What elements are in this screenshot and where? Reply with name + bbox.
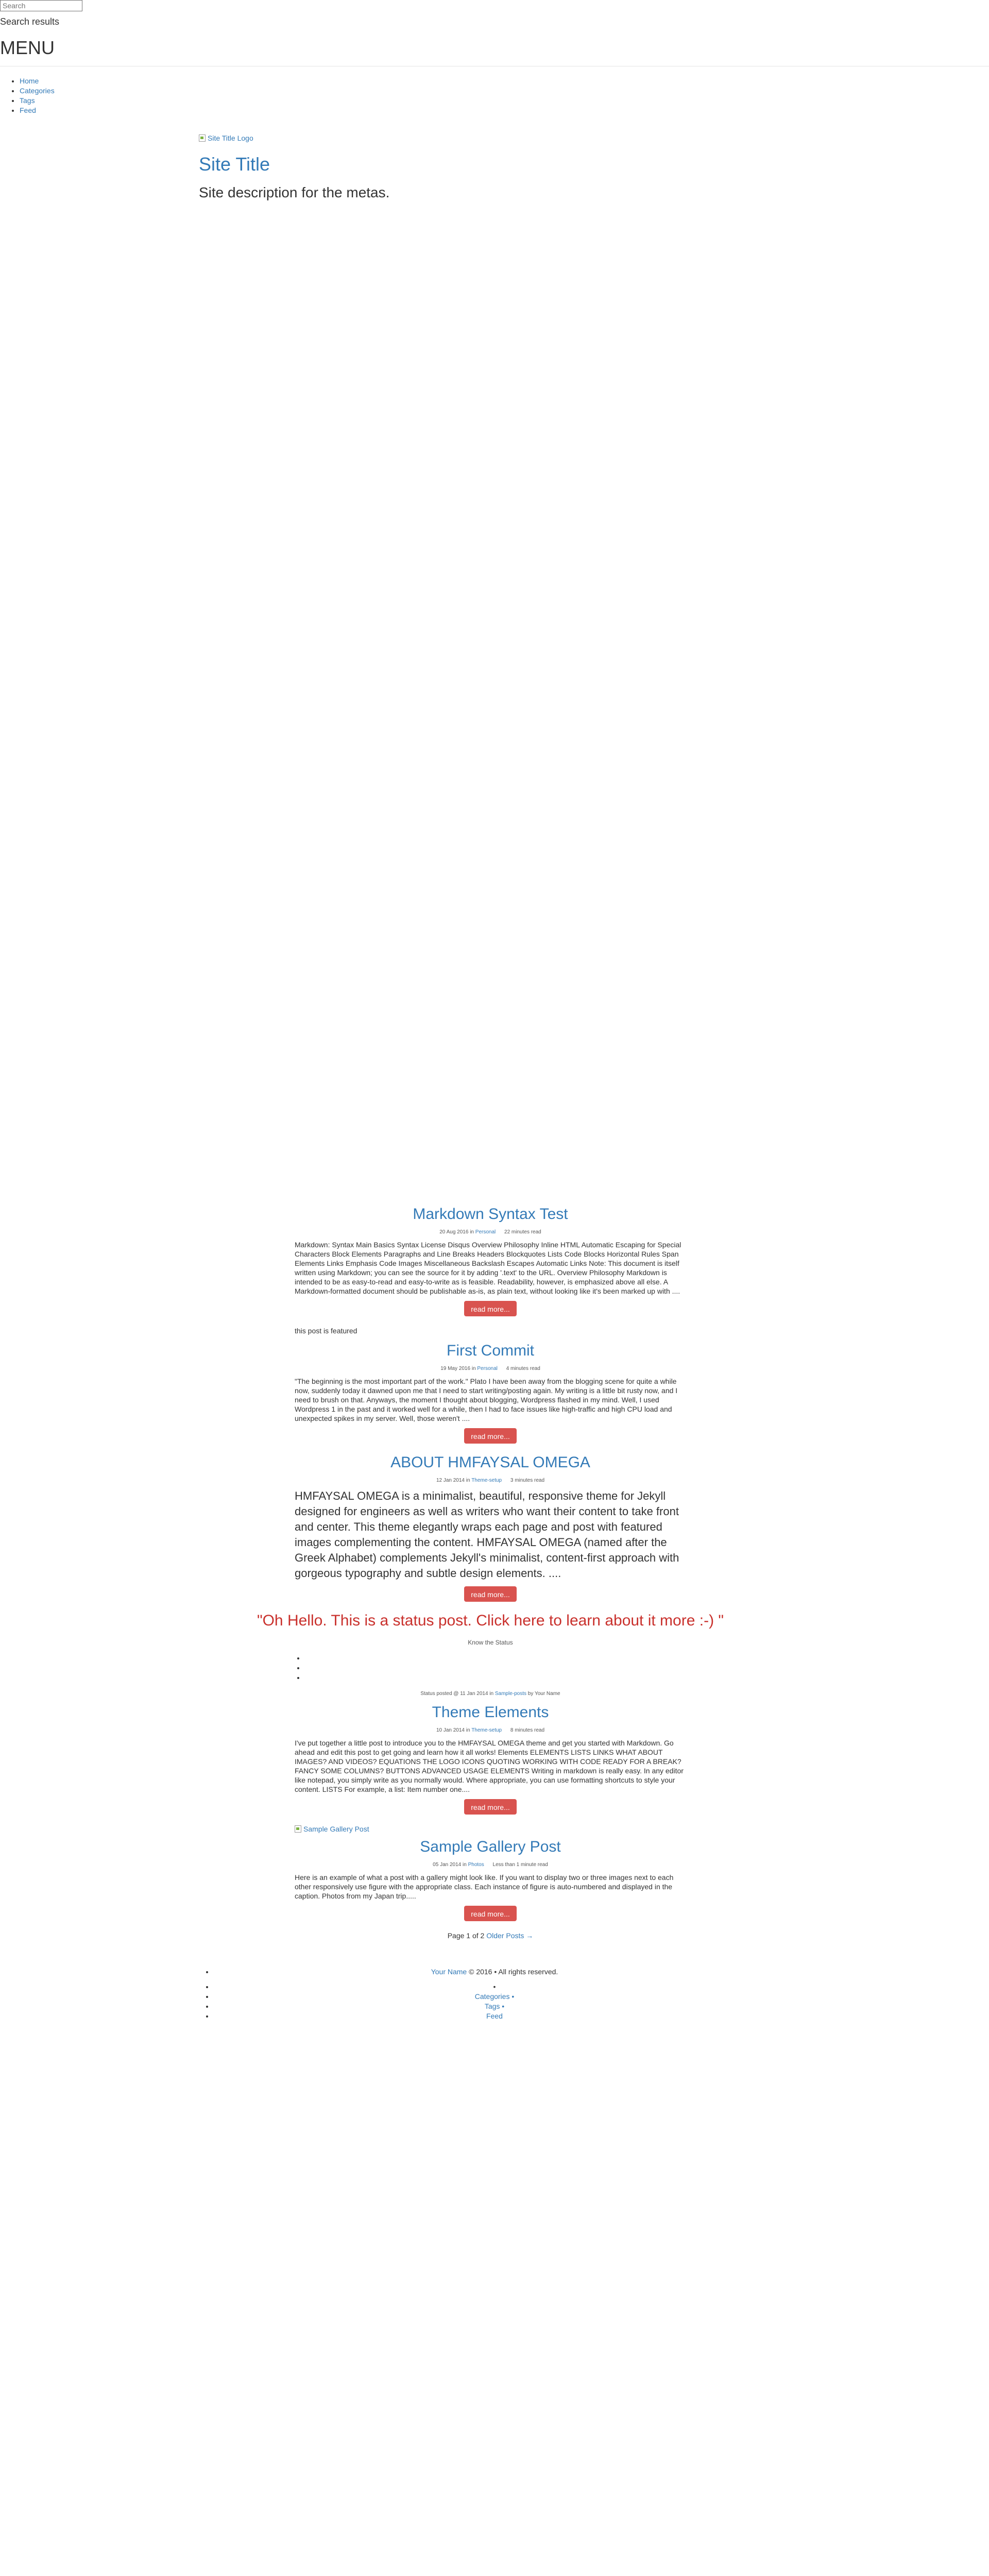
footer-feed-link[interactable]: Feed (486, 2012, 503, 2020)
post-item (295, 1704, 686, 1815)
post-item (295, 1206, 686, 1316)
status-post (257, 1612, 724, 1646)
nav-item-home (20, 76, 55, 86)
footer-categories-link[interactable]: Categories • (474, 1992, 515, 2001)
post-in-label: in (470, 1229, 474, 1235)
post-title-link[interactable]: Sample Gallery Post (420, 1838, 561, 1855)
main-nav (20, 76, 55, 115)
post-category-link[interactable]: Personal (475, 1229, 496, 1235)
post-title-link[interactable]: Markdown Syntax Test (413, 1206, 568, 1223)
status-category-link[interactable]: Sample-posts (494, 1691, 527, 1697)
footer-dot: • (493, 1982, 496, 1991)
post-title (295, 1342, 686, 1360)
read-more-button[interactable]: read more... (464, 1586, 517, 1602)
read-more-button[interactable]: read more... (464, 1301, 517, 1316)
post-date: 10 Jan 2014 (436, 1727, 465, 1733)
post-in-label: in (463, 1862, 467, 1868)
post-meta (295, 1478, 686, 1483)
status-footer (295, 1691, 686, 1697)
copyright-text: © 2016 • All rights reserved. (467, 1968, 558, 1976)
older-posts-link[interactable]: Older Posts → (486, 1931, 534, 1940)
post-excerpt: HMFAYSAL OMEGA is a minimalist, beautiful, responsive theme for Jekyll designed for engineers as well as writers who want their content to take front and center. This theme elegantly wraps each page and post with featured images complementing the content. HMFAYSAL OMEGA (named after the Greek Alphabet) complements Jekyll's minimalist, content-first approach with gorgeous typography and subtle design elements. .... (295, 1489, 679, 1580)
footer-item (214, 1992, 775, 2002)
post-title (295, 1838, 686, 1856)
gallery-image-alt: Sample Gallery Post (303, 1825, 369, 1833)
read-more-button[interactable]: read more... (464, 1906, 517, 1921)
post-read-time: Less than 1 minute read (492, 1862, 548, 1868)
post-date: 20 Aug 2016 (439, 1229, 469, 1235)
post-date: 05 Jan 2014 (433, 1862, 462, 1868)
post-list (257, 1206, 724, 1948)
nav-item-feed (20, 106, 55, 115)
list-item (305, 1663, 686, 1673)
post-item (295, 1454, 686, 1602)
footer-tags-link[interactable]: Tags • (484, 2002, 505, 2010)
post-meta (295, 1727, 686, 1733)
footer-item (214, 1961, 775, 1982)
post-date: 12 Jan 2014 (436, 1478, 465, 1483)
search-results-label: Search results (0, 16, 60, 27)
pagination (295, 1931, 686, 1940)
list-item (305, 1673, 686, 1683)
post-in-label: in (466, 1478, 470, 1483)
list-item (305, 1653, 686, 1663)
site-logo-link[interactable] (199, 134, 253, 142)
post-excerpt: "The beginning is the most important part of the work." Plato I have been away from the blogging scene for quite a while now, suddenly today it dawned upon me that I need to start writing/posting again. My writing is a little bit rusty now, and I need to brush on that. Anyways, the moment I thought about blogging, Wordpress flashed in my mind. Well, I used Wordpress 1 in the past and it worked well for a while, then I had to face issues like high-traffic and high CPU load and unexpected spikes in my server. Well, those weren't .... (295, 1377, 678, 1422)
site-title[interactable] (199, 154, 270, 175)
status-subtext: Know the Status (468, 1639, 513, 1646)
post-read-time: 3 minutes read (510, 1478, 545, 1483)
post-item (295, 1838, 686, 1921)
post-title (295, 1454, 686, 1471)
post-title-link[interactable]: Theme Elements (432, 1704, 549, 1721)
broken-image-icon (295, 1825, 301, 1833)
site-description: Site description for the metas. (199, 184, 390, 200)
post-item (295, 1342, 686, 1444)
post-excerpt: I've put together a little post to introduce you to the HMFAYSAL OMEGA theme and get you started with Markdown. Go ahead and edit this post to get going and learn how it all works! Elements ELEMENTS LISTS LINKS WHAT ABOUT IMAGES? AND VIDEOS? EQUATIONS THE LOGO ICONS QUOTING WORKING WITH CODE READY FOR A BREAK? FANCY SOME COLUMNS? BUTTONS ADVANCED USAGE ELEMENTS Writing in markdown is really easy. In any editor like notepad, you simply write as you normally would. Where appropriate, you can use formatting shortcuts to style your content. LISTS For example, a list: Item number one.... (295, 1739, 684, 1793)
post-read-time: 22 minutes read (504, 1229, 541, 1235)
post-excerpt: Here is an example of what a post with a gallery might look like. If you want to display two or three images next to each other responsively use figure with the appropriate class. Each instance of figure is auto-numbered and displayed in the caption. Photos from my Japan trip..... (295, 1873, 674, 1900)
status-footer-suffix: by Your Name (526, 1691, 560, 1697)
status-post-link[interactable]: "Oh Hello. This is a status post. Click here to learn about it more :-) " (257, 1612, 724, 1629)
post-title-link[interactable]: ABOUT HMFAYSAL OMEGA (390, 1454, 590, 1471)
post-meta (295, 1229, 686, 1235)
post-excerpt: Markdown: Syntax Main Basics Syntax License Disqus Overview Philosophy Inline HTML Automatic Escaping for Special Characters Block Elements Paragraphs and Line Breaks Headers Blockquotes Lists Code Blocks Horizontal Rules Span Elements Links Emphasis Code Images Miscellaneous Backslash Escapes Automatic Links Note: This document is itself written using Markdown; you can see the source for it by adding '.text' to the URL. Overview Philosophy Markdown is intended to be as easy-to-read and easy-to-write as is feasible. Readability, however, is emphasized above all else. A Markdown-formatted document should be publishable as-is, as plain text, without looking like it's been marked up with .... (295, 1241, 681, 1295)
search-input[interactable] (0, 0, 82, 11)
nav-link-home[interactable]: Home (20, 77, 39, 85)
footer-item (214, 2002, 775, 2011)
menu-title: MENU (0, 37, 55, 58)
post-title (295, 1704, 686, 1721)
broken-image-icon (199, 134, 206, 142)
post-category-link[interactable]: Photos (468, 1862, 484, 1868)
copyright (214, 1961, 775, 1982)
nav-item-categories (20, 86, 55, 96)
read-more-button[interactable]: read more... (464, 1799, 517, 1815)
site-logo-alt: Site Title Logo (208, 134, 253, 142)
status-list (295, 1653, 686, 1683)
post-date: 19 May 2016 (440, 1366, 471, 1371)
footer (214, 1961, 775, 2021)
footer-item (214, 1982, 775, 1992)
post-category-link[interactable]: Personal (477, 1366, 498, 1371)
nav-link-tags[interactable]: Tags (20, 96, 35, 105)
read-more-button[interactable]: read more... (464, 1428, 517, 1444)
post-read-time: 4 minutes read (506, 1366, 540, 1371)
post-read-time: 8 minutes read (510, 1727, 545, 1733)
gallery-image-link[interactable] (295, 1825, 686, 1833)
nav-link-feed[interactable]: Feed (20, 106, 36, 114)
post-title-link[interactable]: First Commit (447, 1342, 534, 1359)
post-in-label: in (471, 1366, 476, 1371)
post-category-link[interactable]: Theme-setup (471, 1727, 502, 1733)
pagination-text: Page 1 of 2 (447, 1931, 485, 1940)
post-meta (295, 1366, 686, 1371)
nav-link-categories[interactable]: Categories (20, 87, 55, 95)
footer-owner-link[interactable]: Your Name (431, 1968, 467, 1976)
post-in-label: in (466, 1727, 470, 1733)
nav-item-tags (20, 96, 55, 106)
status-footer-prefix: Status posted @ 11 Jan 2014 in (420, 1691, 495, 1697)
post-category-link[interactable]: Theme-setup (471, 1478, 502, 1483)
post-title (295, 1206, 686, 1223)
footer-item (214, 2011, 775, 2021)
featured-note: this post is featured (295, 1327, 357, 1335)
site-title-link[interactable]: Site Title (199, 154, 270, 175)
post-meta (295, 1862, 686, 1868)
